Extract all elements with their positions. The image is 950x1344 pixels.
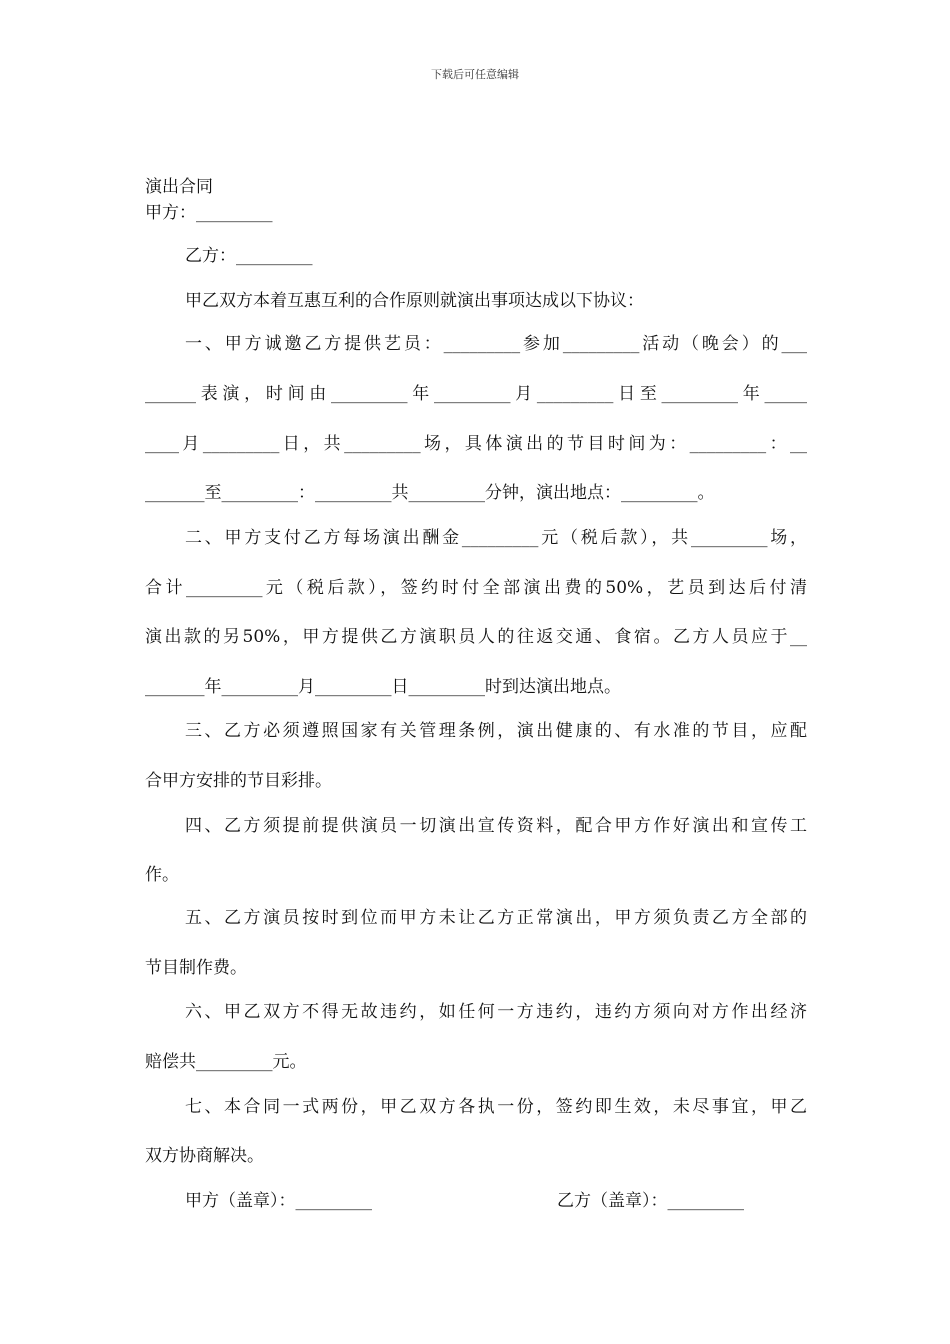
signature-party-b: 乙方（盖章）：_________ [557,1191,744,1211]
clause-2-line-1: 二、甲方支付乙方每场演出酬金_________元（税后款），共_________场， [185,528,807,548]
party-a-line: 甲方：_________ [145,203,273,223]
clause-7-line-2: 双方协商解决。 [145,1146,264,1166]
clause-2-line-4: _______年_________月_________日_________时到达演出地点。 [145,677,621,697]
header-note: 下载后可任意编辑 [431,68,519,81]
clause-5-line-1: 五、乙方演员按时到位而甲方未让乙方正常演出，甲方须负责乙方全部的 [185,908,807,928]
clause-6-line-2: 赔偿共_________元。 [145,1052,307,1072]
clause-6-line-1: 六、甲乙双方不得无故违约，如任何一方违约，违约方须向对方作出经济 [185,1002,807,1022]
clause-2-line-2: 合计_________元（税后款），签约时付全部演出费的50%，艺员到达后付清 [145,578,807,598]
clause-7-line-1: 七、本合同一式两份，甲乙双方各执一份，签约即生效，未尽事宜，甲乙 [185,1097,807,1117]
clause-2-line-3: 演出款的另50%，甲方提供乙方演职员人的往返交通、食宿。乙方人员应于__ [145,627,807,647]
party-b-line: 乙方：_________ [185,246,313,266]
clause-4-line-1: 四、乙方须提前提供演员一切演出宣传资料，配合甲方作好演出和宣传工 [185,816,807,836]
clause-1-line-2: ______表演，时间由_________年_________月_________日至_________年_____ [145,384,807,404]
clause-1-line-3: ____月_________日，共_________场，具体演出的节目时间为：_________：__ [145,434,807,454]
document-title: 演出合同 [145,177,213,197]
signature-party-a: 甲方（盖章）：_________ [185,1191,372,1211]
clause-3-line-1: 三、乙方必须遵照国家有关管理条例，演出健康的、有水准的节目，应配 [185,721,807,741]
clause-4-line-2: 作。 [145,865,179,885]
clause-5-line-2: 节目制作费。 [145,958,247,978]
clause-3-line-2: 合甲方安排的节目彩排。 [145,771,332,791]
clause-1-line-4: _______至_________：_________共_________分钟，演出地点：_________。 [145,483,715,503]
clause-1-line-1: 一、甲方诚邀乙方提供艺员：_________参加_________活动（晚会）的___ [185,334,807,354]
intro-paragraph: 甲乙双方本着互惠互利的合作原则就演出事项达成以下协议： [185,291,644,311]
